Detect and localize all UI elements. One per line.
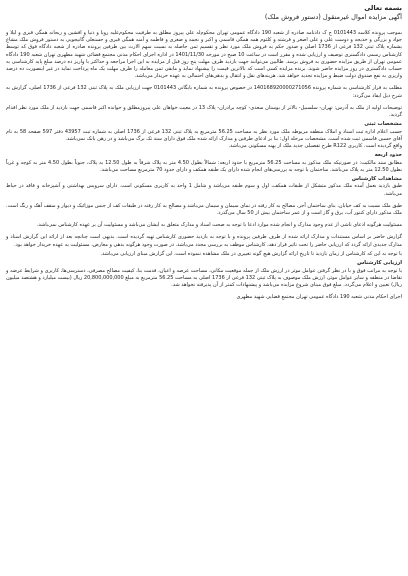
valuation-heading: ارزیابی کارشناس [357, 260, 402, 267]
bismillah-heading: بسمه تعالی [364, 4, 402, 12]
footer-signature: اجرای احکام مدنی شعبه 190 دادگاه عمومی تهران مجتمع قضایی شهید مطهری [236, 294, 402, 301]
extra-paragraph: با توجه به این که کارشناس از زمان بازدید تا تاریخ ارائه گزارش هیچ گونه تغییری در ملک مشاهده ننموده است، این گزارش مبنای ارزیابی می‌باشد. [100, 250, 402, 257]
description-paragraph: توضیحات اولیه از ملک به آدرس: تهران- سلسبیل- بالاتر از بوستان سعدی- کوچه برادران- پلاک 13 در معیت خواهان علی پیروزمطلق و خوانده اکبر قاسمی جهت بازدید از ملک مورد نظر اقدام گردید. [6, 104, 402, 119]
valuation-paragraph: با توجه به مراتب فوق و با در نظر گرفتن عوامل موثر در ارزش ملک از جمله موقعیت مکانی، مساحت عرصه و اعیان، قدمت بنا، کیفیت مصالح مصرفی، دسترسی‌ها، کاربری و شرایط عرضه و تقاضا در منطقه و سایر عوامل موثر، ارزش ملک موصوف به پلاک ثبتی 132 فرعی از 1736 اصلی به مساحت 56.25 مترمربع به مبلغ 20,800,000,000 ریال (بیست میلیارد و هشتصد میلیون ریال) تعیین و اعلام می‌گردد. مبلغ فوق مبنای شروع مزایده می‌باشد و پیشنهادات کمتر از آن پذیرفته نخواهد شد. [6, 267, 403, 288]
specs-heading: مشخصات ثبتی [364, 121, 402, 128]
disclaimer-paragraph: مسئولیت هرگونه ادعای ناشی از عدم وجود مدارک و انجام شده موارد ادعا با توجه به صحت اسناد و مدارک متعلق به ایشان می‌باشد و مسئولیت آن بر عهده کارشناس نمی‌باشد. [36, 222, 402, 229]
auction-title: آگهی مزایده اموال غیرمنقول (دستور فروش ملک) [264, 13, 402, 21]
location-paragraph: واقع گردیده است. کاربری R122 طرح تفصیلی جدید ملک از پهنه مسکونی می‌باشد. [228, 143, 402, 150]
notice-paragraph: مطلب به قرار کارشناسی به شماره پرونده 140168920000271056 در خصوص پرونده به شماره بایگانی 0101443 جهت ارزیابی ملک به پلاک ثبتی 132 فرعی از 1736 اصلی، گزارش به شرح ذیل ایفاد می‌گردد: [6, 85, 402, 99]
findings-paragraph: طبق بازدید بعمل آمده ملک مذکور متشکل از طبقات همکف، اول و سوم طبقه می‌باشد و شامل 1 واحد به کاربری مسکونی است. دارای سرویس بهداشتی و آشپزخانه و فاقد در حیاط می‌باشد. [6, 183, 402, 197]
specs-paragraph: حسب اعلام اداره ثبت اسناد و املاک منطقه مربوطه ملک مورد نظر به مساحت 56.25 مترمربع به پلاک ثبتی 132 فرعی از 1736 اصلی به شماره ثبت 43957 دفتر 597 صفحه 58 به نام آقای حسین قاسمی ثبت شده است. مشخصات مرحله اول: بنا بر ادعای طرفین و مدارک ارائه شده ملک فوق دارای سند تک برگ می‌باشد و در رهن بانک نمی‌باشد. [6, 128, 402, 142]
intro-paragraph: بموجب پرونده کلاسه 0101443 ج ک دادنامه صادره از شعبه 190 دادگاه عمومی تهران محکوم‌له علی پیروز مطلق به طرفیت محکوم‌علیه رویا و دنیا و افشین و ریحانه همگی قبری و لیلا و جواد و بزرگی و خدیجه و دوست علی و علی اصغر و فرشته و کلثوم همه همگی قاسمی و اکبر و نجمه و صغری و فاطمه و آمنه همگی قبری و حسنعلی گانیجویی به دستور فروش ملک مشاع بشماره پلاک ثبتی 132 فرعی از 1736 اصلی و صدور حکم به فروش ملک مورد نظر و تقسیم ثمن حاصله به نسبت سهم الارث بین طرفین پرونده صادره از شعبه دادگاه فوق که توسط کارشناس رسمی دادگستری توصیف و ارزیابی شده و مقرر است در ساعت 10 صبح در مورخه 1401/11/30 در اداره اجرای احکام مدنی مجتمع قضائی شهید مطهری تهران شعبه 190 دادگاه عمومی تهران از طریق مزایده حضوری به فروش برسد. طالبین می‌توانند جهت بازدید ظرف مهلت پنج روز قبل از مزایده به این اجرا مراجعه و حداکثر با واریز ده درصد مبلغ پایه کارشناسی به حساب دادگستری در روز مزایده حاضر شوند. برنده مزایده کسی است که بالاترین قیمت را پیشنهاد نماید و مابقی ثمن معامله را ظرف مهلت یک ماه پرداخت نماید در غیر اینصورت ده درصد واریزی به نفع صندوق دولت ضبط و مزایده تجدید خواهد شد. هزینه‌های نقل و انتقال و بدهی‌های احتمالی به عهده خریدار می‌باشد. [6, 30, 403, 80]
boundary-paragraph: مطابق سند مالکیت: در صورتیکه ملک مذکور به مساحت 56.25 مترمربع با حدود اربعه: شمالاً بطول 4.50 متر به پلاک شرقاً به طول 12.50 به پلاک، جنوباً بطول 4.50 متر به کوچه و غرباً بطول 12.50 متر به پلاک می‌باشد. ساختمان با توجه به بررسی‌های انجام شده دارای یک طبقه همکف و دارای حدود 70 مترمربع مساحت می‌باشد. [6, 159, 402, 173]
conditions-paragraph: گزارش حاضر بر اساس مستندات و مدارک ارائه شده از طرف طرفین پرونده و با توجه به بازدید حضوری کارشناس تهیه گردیده است. بدیهی است چنانچه بعد از ارائه این گزارش اسناد و مدارک جدیدی ارائه گردد که ارزیابی حاضر را تحت تاثیر قرار دهد، کارشناس موظف به بررسی مجدد می‌باشد. در صورت وجود هرگونه بدهی و معارض، مسئولیت به عهده خریدار خواهد بود. [6, 234, 402, 248]
boundary-heading: حدود اربعه [374, 152, 402, 159]
building-paragraph: طبق ملک نسبت به کف خیابان، بنای ساختمان آجر، مصالح به کار رفته در نمای سیمان و سیمان می‌باشد و مصالح به کار رفته در طبقات کف از جنس موزائیک و دیوار و سقف آهک و رنگ است. ملک مذکور دارای کنتور آب، برق و گاز است و از عمر ساختمان بیش از 50 سال می‌گذرد. [6, 202, 402, 217]
findings-heading: مشاهدات کارشناس [351, 176, 402, 183]
